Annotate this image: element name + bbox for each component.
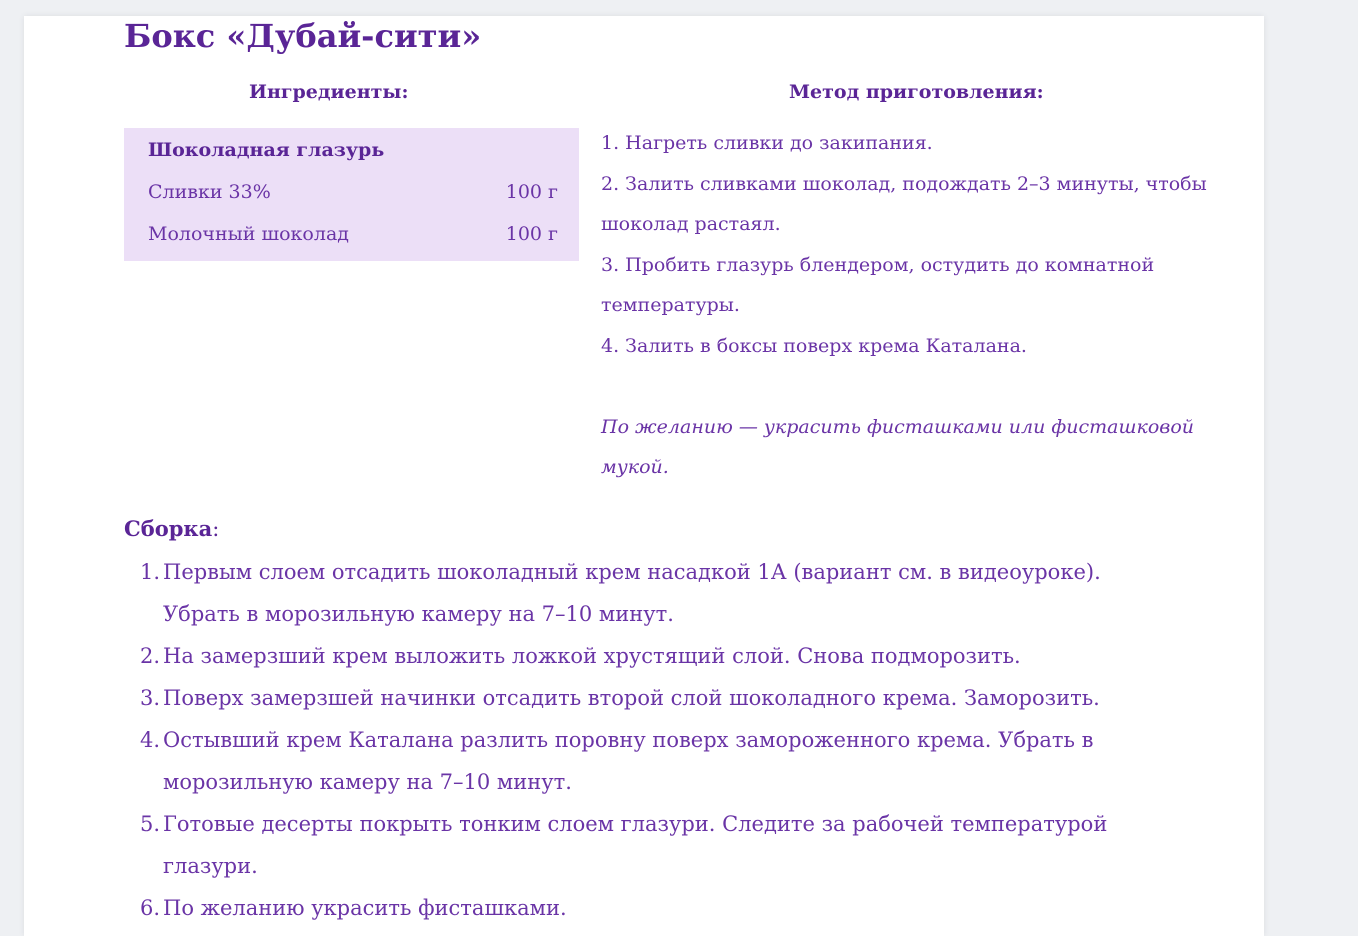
assembly-step <box>140 551 1180 635</box>
assembly-heading-colon: : <box>212 517 220 541</box>
ingredients-heading: Ингредиенты: <box>249 81 409 103</box>
method-step: 3. Пробить глазурь блендером, остудить до комнатной температуры. <box>601 253 1155 316</box>
method-note: По желанию — украсить фисташками или фисташковой мукой. <box>601 415 1195 478</box>
assembly-heading <box>124 514 219 544</box>
method-steps <box>601 123 1261 488</box>
assembly-heading-label: Сборка <box>124 516 213 541</box>
ingredient-name: Молочный шоколад <box>148 223 349 245</box>
assembly-steps <box>140 551 1180 929</box>
ingredient-quantity: 100 г <box>505 223 558 245</box>
ingredient-name: Сливки 33% <box>148 181 271 203</box>
assembly-step <box>140 635 1180 677</box>
ingredient-quantity: 100 г <box>505 181 558 203</box>
step-number: 4. <box>140 728 161 752</box>
assembly-step <box>140 887 1180 929</box>
step-number: 6. <box>140 896 161 920</box>
assembly-step <box>140 719 1180 803</box>
method-step: 1. Нагреть сливки до закипания. <box>601 132 933 154</box>
method-heading: Метод приготовления: <box>789 81 1044 103</box>
recipe-title: Бокс «Дубай-сити» <box>124 17 482 55</box>
step-text: Готовые десерты покрыть тонким слоем глазури. Следите за рабочей температурой глазури. <box>163 812 1108 878</box>
step-number: 5. <box>140 812 161 836</box>
method-step: 4. Залить в боксы поверх крема Каталана. <box>601 334 1027 357</box>
step-number: 2. <box>140 644 161 668</box>
step-text: На замерзший крем выложить ложкой хрустящий слой. Снова подморозить. <box>163 644 1021 668</box>
step-text: Поверх замерзшей начинки отсадить второй слой шоколадного крема. Заморозить. <box>163 686 1100 710</box>
step-text: Первым слоем отсадить шоколадный крем насадкой 1А (вариант см. в видеоуроке). Убрать в морозильную камеру на 7–10 минут. <box>163 560 1101 626</box>
assembly-step <box>140 803 1180 887</box>
assembly-step <box>140 677 1180 719</box>
step-number: 3. <box>140 686 161 710</box>
step-text: По желанию украсить фисташками. <box>163 896 567 920</box>
step-text: Остывший крем Каталана разлить поровну поверх замороженного крема. Убрать в морозильную камеру на 7–10 минут. <box>163 728 1094 794</box>
ingredient-group-title: Шоколадная глазурь <box>148 139 385 161</box>
document-page <box>24 16 1264 936</box>
method-step: 2. Залить сливками шоколад, подождать 2–3 минуты, чтобы шоколад растаял. <box>601 172 1207 235</box>
step-number: 1. <box>140 560 161 584</box>
